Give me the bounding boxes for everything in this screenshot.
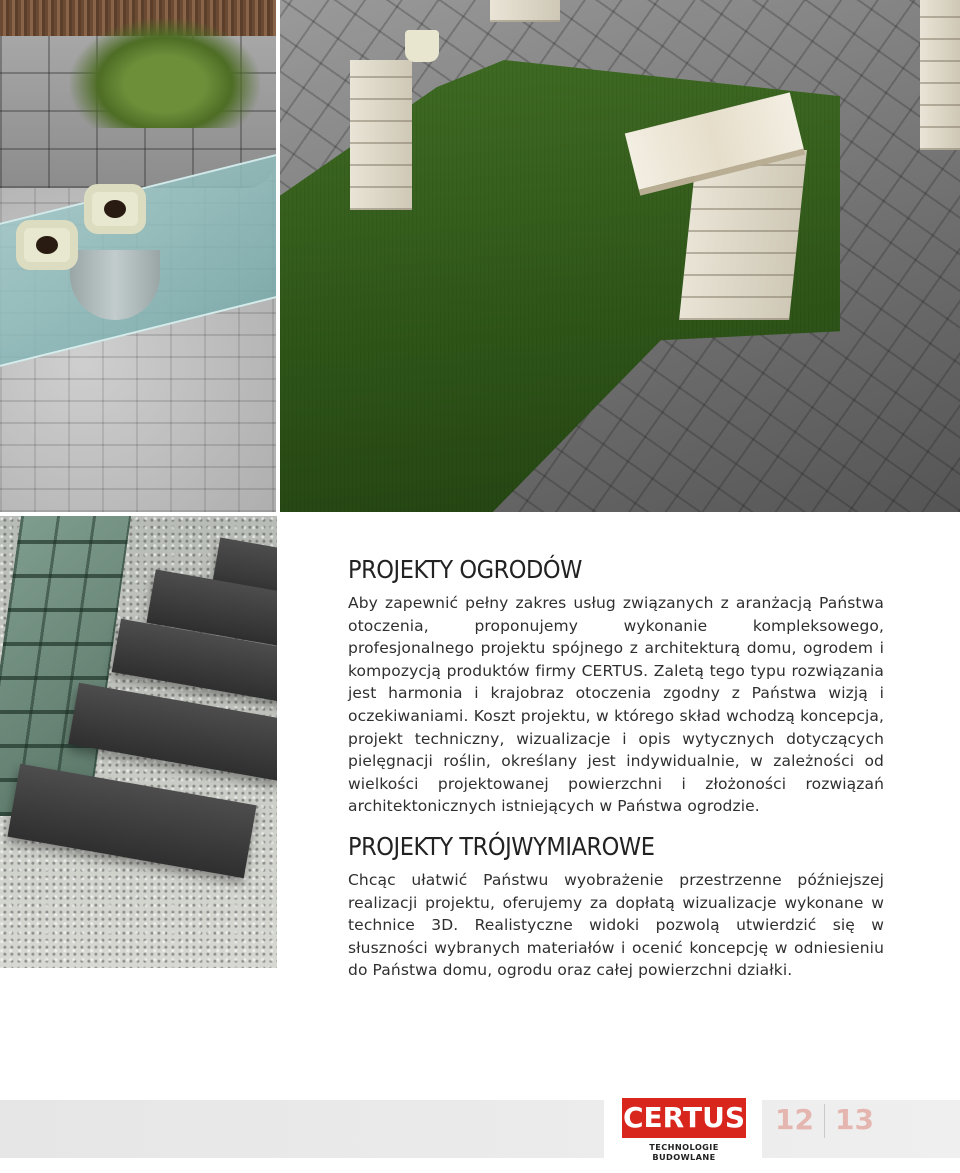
page-number-left: 12 <box>775 1103 814 1136</box>
coffee-cup <box>92 192 138 226</box>
certus-logo <box>604 1090 762 1162</box>
section-body-garden-projects: Aby zapewnić pełny zakres usług związanych z aranżacją Państwa otoczenia, proponujemy wykonanie kompleksowego, profesjonalnego projektu spójnego z architekturą domu, ogrodem i kompozycją produktów firmy CERTUS. Zaletą tego typu rozwiązania jest harmonia i krajobraz otoczenia zgodny z Państwa wizją i oczekiwaniami. Koszt projektu, w którego skład wchodzą koncepcja, projekt techniczny, wizualizacje i opis wytycznych dotyczących pielęgnacji roślin, określany jest indywidualnie, w zależności od wielkości projektowanej powierzchni i złożoności rozwiązań architektonicznych istniejących w Państwa ogrodzie. <box>348 594 884 816</box>
page-number-divider <box>824 1104 825 1138</box>
logo-tagline: TECHNOLOGIE BUDOWLANE <box>649 1142 719 1162</box>
stone-column <box>920 0 960 150</box>
logo-wordmark: CERTUS <box>622 1098 746 1138</box>
coffee-cup <box>24 228 70 262</box>
stepping-slab <box>7 764 256 879</box>
page-number-right: 13 <box>834 1103 874 1136</box>
page-numbers <box>775 1100 874 1140</box>
photo-stepping-stones <box>0 516 277 968</box>
stone-edge <box>490 0 560 22</box>
low-stone-wall <box>350 60 412 210</box>
photo-lawn-cobbles <box>280 0 960 512</box>
section-heading-garden-projects: PROJEKTY OGRODÓW <box>348 555 582 584</box>
ornamental-grass <box>70 18 260 128</box>
stepping-slab <box>68 683 277 781</box>
section-body-3d-projects: Chcąc ułatwić Państwu wyobrażenie przestrzenne późniejszej realizacji projektu, oferujemy za dopłatą wizualizacje wykonane w technice 3D. Realistyczne widoki pozwolą utwierdzić się w słuszności wybranych materiałów i ocenić koncepcję w odniesieniu do Państwa domu, ogrodu oraz całej powierzchni działki. <box>348 870 884 980</box>
section-heading-3d-projects: PROJEKTY TRÓJWYMIAROWE <box>348 831 655 861</box>
photo-planter-patio <box>0 0 276 512</box>
text-column <box>348 555 884 982</box>
mug <box>405 30 439 62</box>
